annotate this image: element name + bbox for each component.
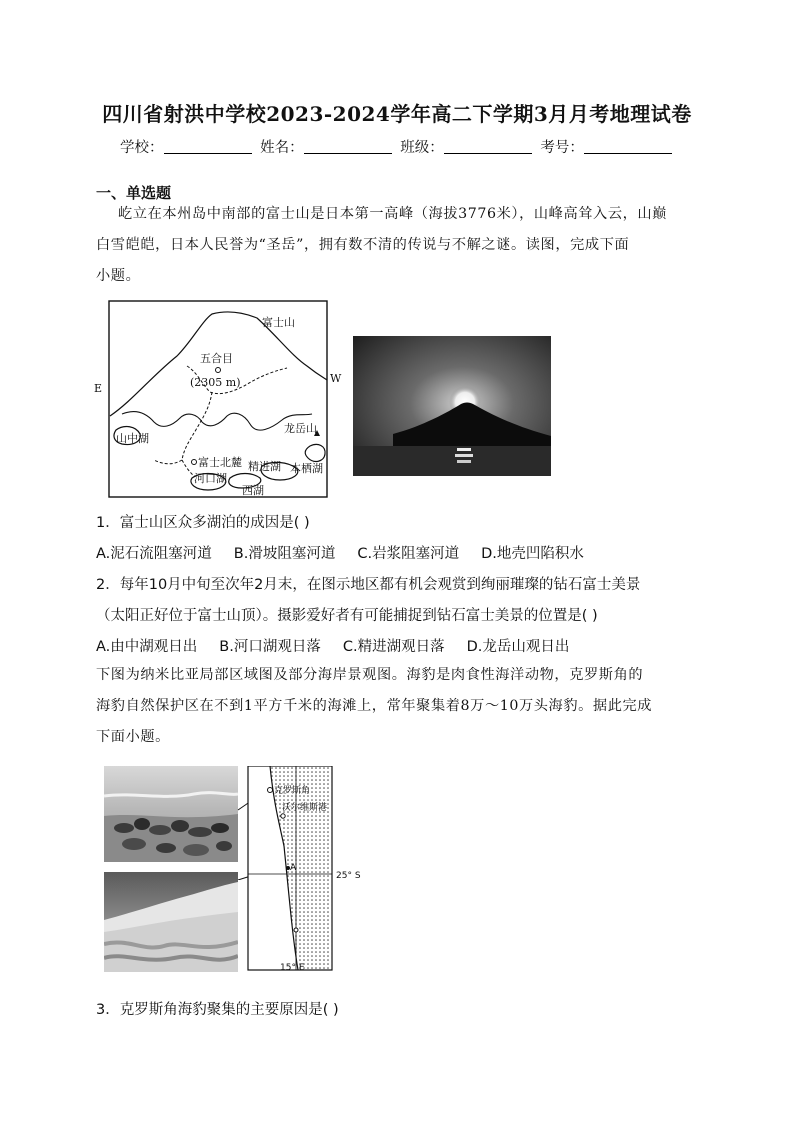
- label-kawaguchi: 河口湖: [194, 472, 227, 485]
- q1-stem: 1．富士山区众多湖泊的成因是( ): [96, 515, 310, 531]
- q2-stem-line1: 2．每年10月中旬至次年2月末，在图示地区都有机会观赏到绚丽璀璨的钻石富士美景: [96, 577, 641, 593]
- q1-options: [96, 542, 606, 563]
- q2-option-c[interactable]: C.精进湖观日落: [342, 639, 445, 655]
- student-info-row: [120, 136, 680, 157]
- school-label: 学校：: [120, 140, 164, 156]
- q1-option-d[interactable]: D.地壳凹陷积水: [481, 546, 584, 562]
- q2-option-b[interactable]: B.河口湖观日落: [219, 639, 321, 655]
- label-fuji: 富士山: [262, 316, 295, 329]
- diamond-fuji-photo: [353, 336, 551, 476]
- passage1-line2: 白雪皑皑，日本人民誉为“圣岳”，拥有数不清的传说与不解之谜。读图，完成下面: [96, 237, 630, 253]
- section-heading: 一、单选题: [96, 184, 172, 202]
- label-fujikita: 富士北麓: [198, 456, 242, 469]
- q2-option-d[interactable]: D.龙岳山观日出: [466, 639, 570, 655]
- q1-option-a[interactable]: A.泥石流阻塞河道: [96, 546, 212, 562]
- namibia-map: [246, 766, 366, 976]
- name-label: 姓名：: [260, 140, 304, 156]
- class-label: 班级：: [400, 140, 444, 156]
- label-lon: 15° E: [280, 963, 305, 973]
- label-walvis-bay: 沃尔维斯港: [282, 803, 328, 813]
- q2-option-a[interactable]: A.由中湖观日出: [96, 639, 198, 655]
- q3-stem: 3．克罗斯角海豹聚集的主要原因是( ): [96, 1002, 339, 1018]
- number-label: 考号：: [540, 140, 584, 156]
- seal-photo: [104, 766, 238, 862]
- desert-coast-photo: [104, 872, 238, 972]
- passage2-line3: 下面小题。: [96, 729, 170, 745]
- label-cape-cross: 克罗斯角: [274, 786, 311, 796]
- passage2-line1: 下图为纳米比亚局部区域图及部分海岸景观图。海豹是肉食性海洋动物，克罗斯角的: [96, 667, 644, 683]
- passage1-line3: 小题。: [96, 268, 141, 284]
- q1-option-b[interactable]: B.滑坡阻塞河道: [233, 546, 336, 562]
- passage1-line1: 屹立在本州岛中南部的富士山是日本第一高峰（海拔3776米），山峰高耸入云，山巅: [118, 206, 667, 222]
- label-gogome: 五合目: [200, 352, 233, 365]
- label-west: W: [330, 372, 342, 385]
- school-blank[interactable]: [164, 139, 252, 154]
- label-shoji: 精进湖: [248, 460, 281, 473]
- label-east: E: [94, 382, 103, 395]
- label-motosu: 本栖湖: [290, 462, 323, 475]
- q2-options: [96, 635, 591, 656]
- label-point-a: A: [290, 863, 297, 873]
- label-sai: 西湖: [242, 484, 264, 497]
- fuji-map: [92, 296, 348, 502]
- page-title: 四川省射洪中学校2023-2024学年高二下学期3月月考地理试卷: [102, 102, 692, 126]
- q1-option-c[interactable]: C.岩浆阻塞河道: [357, 546, 460, 562]
- q2-stem-line2: （太阳正好位于富士山顶）。摄影爱好者有可能捕捉到钻石富士美景的位置是( ): [96, 608, 598, 624]
- number-blank[interactable]: [584, 139, 672, 154]
- class-blank[interactable]: [444, 139, 532, 154]
- passage2-line2: 海豹自然保护区在不到1平方千米的海滩上，常年聚集着8万～10万头海豹。据此完成: [96, 698, 653, 714]
- label-ryugatake: 龙岳山: [284, 422, 317, 435]
- name-blank[interactable]: [304, 139, 392, 154]
- label-altitude: (2305 m): [190, 376, 241, 389]
- label-lat: 25° S: [336, 871, 361, 881]
- label-yamanaka: 山中湖: [116, 432, 149, 445]
